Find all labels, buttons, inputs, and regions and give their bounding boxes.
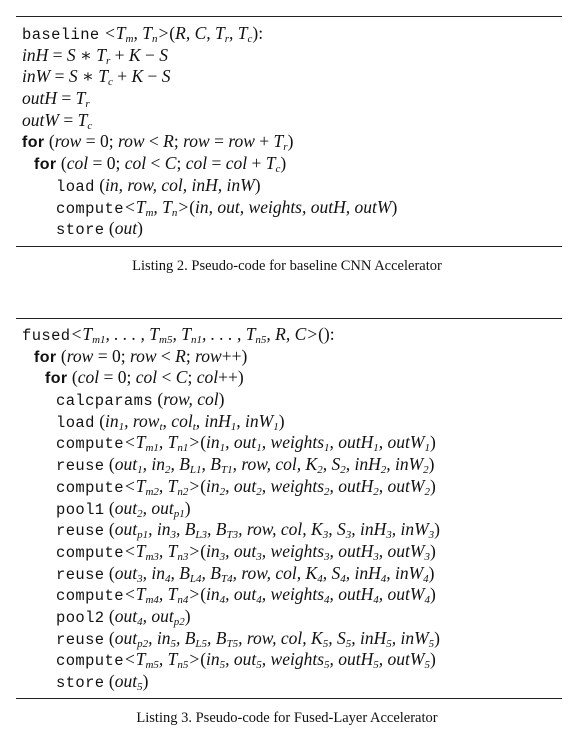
code-line: load ($in_1$, row$_t$, col$_t$, inH$_1$, inW$_1$) <box>56 410 285 433</box>
code-line: store (out$_5$) <box>56 671 149 693</box>
listing2-code <box>22 23 397 240</box>
code-line: inW = S ∗ $T_c + K - S$ <box>22 66 171 89</box>
code-line: $compute<T_{m2}$, $T_{n2}>(in_2$, out$_2$, weights$_2$, outH$_2$, outW$_2$) <box>56 475 436 498</box>
code-line: $compute<T_m$, $T_n>(in$, out, weights, outH, outW) <box>56 196 398 219</box>
code-line: for (col = 0; col < C; col = col + $T_c$) <box>34 153 287 176</box>
code-line: for (row = 0; row < R; row++) <box>34 345 248 366</box>
code-line: $compute<T_{m1}$, $T_{n1}>(in_1$, out$_1$, weights$_1$, outH$_1$, outW$_1$) <box>56 432 436 455</box>
listing3-bottom-rule <box>16 698 562 699</box>
code-line: store (out) <box>56 218 143 240</box>
code-line: baseline $<T_m$, $T_n>(R$, C, $T_r$, $T_c$): <box>22 23 264 45</box>
code-line: inH = S ∗ $T_r + K - S$ <box>22 44 168 67</box>
listing3-code <box>22 324 440 693</box>
code-line: $compute<T_{m4}$, $T_{n4}>(in_4$, out$_4$, weights$_4$, outH$_4$, outW$_4$) <box>56 584 436 607</box>
listing3-top-rule <box>16 318 562 319</box>
code-line: load (in, row, col, inH, inW) <box>56 174 261 196</box>
code-line: $fused<T_{m1}$, . . . , $T_{m5}$, $T_{n1}$, . . . , $T_{n5}$, R, C>(): <box>22 324 335 346</box>
code-line: reuse (out$_{p1}$, $in_3$, $B_{L3}$, $B_{T3}$, row, col, $K_3$, $S_3$, inH$_3$, inW$_3$) <box>56 519 440 542</box>
code-line: for (row = 0; row < R; row = row + $T_r$) <box>22 131 294 154</box>
listing3-caption: Listing 3. Pseudo-code for Fused-Layer Accelerator <box>136 710 438 726</box>
code-line: pool2 (out$_4$, out$_{p2}$) <box>56 605 191 628</box>
code-line: reuse (out$_{p2}$, $in_5$, $B_{L5}$, $B_{T5}$, row, col, $K_5$, $S_5$, inH$_5$, inW$_5$) <box>56 627 440 650</box>
code-line: for (col = 0; col < C; col++) <box>45 367 244 388</box>
code-line: reuse (out$_1$, $in_2$, $B_{L1}$, $B_{T1}$, row, col, $K_2$, $S_2$, inH$_2$, inW$_2$) <box>56 454 435 477</box>
listing2-caption: Listing 2. Pseudo-code for baseline CNN Accelerator <box>132 258 442 274</box>
code-line: calcparams (row, col) <box>56 389 225 411</box>
code-line: $compute<T_{m5}$, $T_{n5}>(in_5$, out$_5$, weights$_5$, outH$_5$, outW$_5$) <box>56 649 436 672</box>
code-line: outH = $T_r$ <box>22 88 90 111</box>
listing2-top-rule <box>16 16 562 17</box>
code-line: outW = $T_c$ <box>22 109 93 132</box>
code-line: pool1 (out$_2$, out$_{p1}$) <box>56 497 191 520</box>
code-line: reuse (out$_3$, $in_4$, $B_{L4}$, $B_{T4}$, row, col, $K_4$, $S_4$, inH$_4$, inW$_4$) <box>56 562 435 585</box>
code-line: $compute<T_{m3}$, $T_{n3}>(in_3$, out$_3$, weights$_3$, outH$_3$, outW$_3$) <box>56 540 436 563</box>
listing2-bottom-rule <box>16 246 562 247</box>
